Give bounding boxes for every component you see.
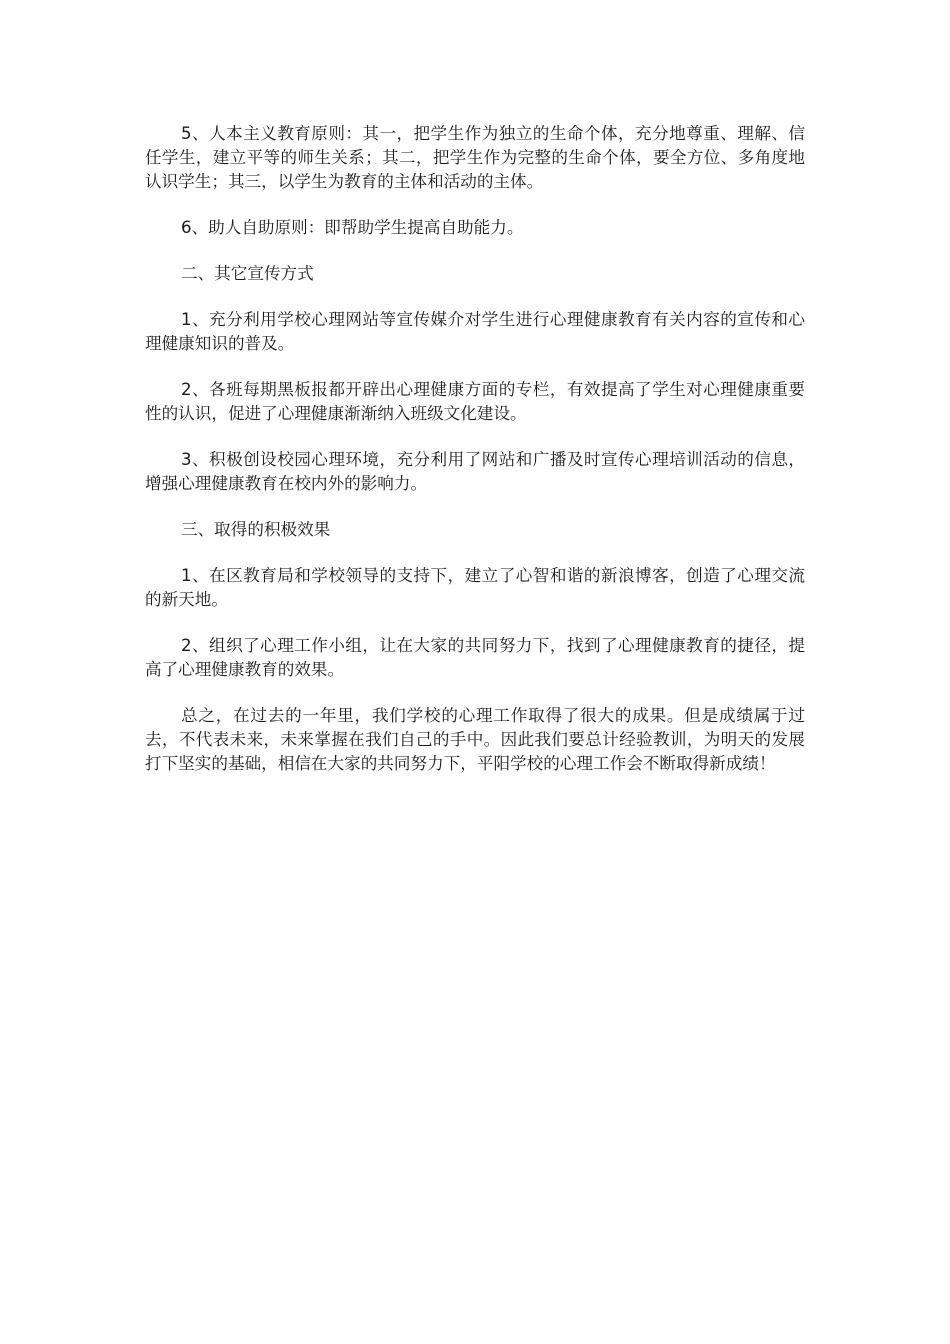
paragraph-principle-5: 5、人本主义教育原则：其一，把学生作为独立的生命个体，充分地尊重、理解、信任学生，建立平等的师生关系；其二，把学生作为完整的生命个体，要全方位、多角度地认识学生；其三，以学生为教育的主体和活动的主体。 [145,124,805,191]
section-heading-positive-effects: 三、取得的积极效果 [181,520,331,539]
paragraph-conclusion: 总之，在过去的一年里，我们学校的心理工作取得了很大的成果。但是成绩属于过去，不代表未来，未来掌握在我们自己的手中。因此我们要总计经验教训，为明天的发展打下坚实的基础，相信在大家的共同努力下，平阳学校的心理工作会不断取得新成绩！ [145,706,805,773]
paragraph-principle-6: 6、助人自助原则：即帮助学生提高自助能力。 [181,218,524,237]
paragraph-publicity-2: 2、各班每期黑板报都开辟出心理健康方面的专栏，有效提高了学生对心理健康重要性的认识，促进了心理健康渐渐纳入班级文化建设。 [145,380,805,423]
section-heading-other-publicity: 二、其它宣传方式 [181,264,314,283]
paragraph-effect-1: 1、在区教育局和学校领导的支持下，建立了心智和谐的新浪博客，创造了心理交流的新天地。 [145,566,805,609]
paragraph-publicity-3: 3、积极创设校园心理环境，充分利用了网站和广播及时宣传心理培训活动的信息，增强心理健康教育在校内外的影响力。 [145,450,805,493]
paragraph-publicity-1: 1、充分利用学校心理网站等宣传媒介对学生进行心理健康教育有关内容的宣传和心理健康知识的普及。 [145,310,805,353]
paragraph-effect-2: 2、组织了心理工作小组，让在大家的共同努力下，找到了心理健康教育的捷径，提高了心理健康教育的效果。 [145,636,805,679]
document-body [145,122,805,798]
